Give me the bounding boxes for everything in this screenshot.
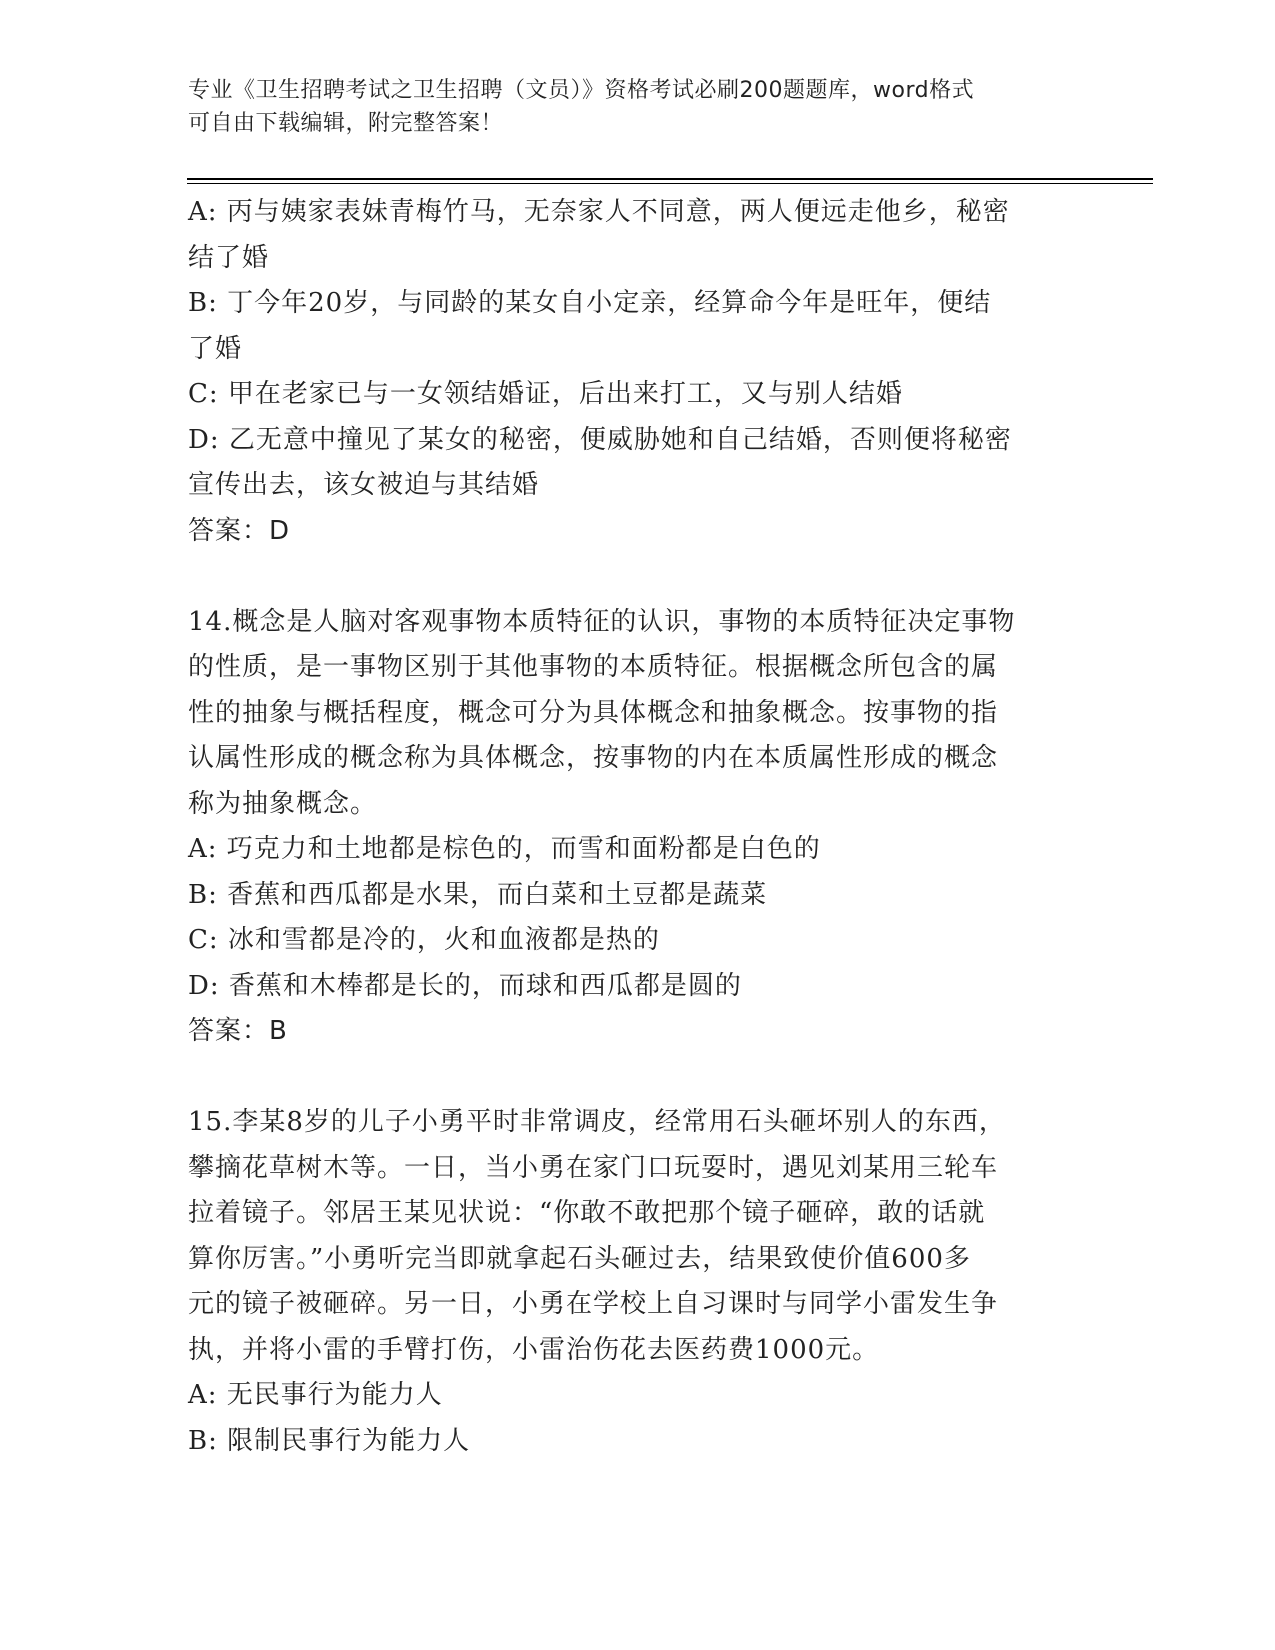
option-line: 宣传出去，该女被迫与其结婚	[188, 470, 540, 500]
q13-option-d	[188, 418, 1068, 509]
header-divider-thick	[187, 178, 1153, 180]
header-line-1: 专业《卫生招聘考试之卫生招聘（文员）》资格考试必刷200题题库，word格式	[188, 78, 975, 103]
stem-line: 元的镜子被砸碎。另一日，小勇在学校上自习课时与同学小雷发生争	[188, 1289, 999, 1319]
stem-line: 15.李某8岁的儿子小勇平时非常调皮，经常用石头砸坏别人的东西，	[188, 1107, 1006, 1137]
stem-line: 拉着镜子。邻居王某见状说：“你敢不敢把那个镜子砸碎，敢的话就	[188, 1198, 986, 1228]
q14-option-a: A: 巧克力和土地都是棕色的，而雪和面粉都是白色的	[188, 834, 821, 864]
document-body	[188, 190, 1068, 1464]
spacer	[188, 554, 1068, 600]
q14-option-d: D: 香蕉和木棒都是长的，而球和西瓜都是圆的	[188, 970, 742, 1001]
q15-option-a: A: 无民事行为能力人	[188, 1380, 443, 1410]
q14-stem	[188, 600, 1068, 828]
option-line: 结了婚	[188, 242, 270, 273]
q13-option-c	[188, 372, 1068, 418]
document-header	[188, 74, 1088, 140]
q14-option-b: B: 香蕉和西瓜都是水果，而白菜和土豆都是蔬菜	[188, 879, 768, 910]
q13-option-b	[188, 281, 1068, 372]
q13-answer: 答案：D	[188, 515, 291, 546]
q13-option-a	[188, 190, 1068, 281]
q14-answer: 答案：B	[188, 1016, 288, 1046]
option-line: C: 甲在老家已与一女领结婚证，后出来打工，又与别人结婚	[188, 379, 903, 409]
option-line: B: 丁今年20岁，与同龄的某女自小定亲，经算命今年是旺年，便结	[188, 288, 992, 318]
question-15	[188, 1100, 1068, 1464]
option-line: D: 乙无意中撞见了某女的秘密，便威胁她和自己结婚，否则便将秘密	[188, 424, 1012, 455]
header-line-2: 可自由下载编辑，附完整答案！	[188, 111, 504, 136]
stem-line: 认属性形成的概念称为具体概念，按事物的内在本质属性形成的概念	[188, 743, 999, 773]
header-divider-thin	[187, 183, 1153, 184]
option-line: 了婚	[188, 333, 243, 364]
question-13	[188, 190, 1068, 554]
question-14	[188, 600, 1068, 1055]
spacer	[188, 1055, 1068, 1101]
q14-option-c: C: 冰和雪都是冷的，火和血液都是热的	[188, 925, 660, 955]
q15-option-b: B: 限制民事行为能力人	[188, 1425, 471, 1456]
stem-line: 的性质，是一事物区别于其他事物的本质特征。根据概念所包含的属	[188, 652, 999, 682]
option-line: A: 丙与姨家表妹青梅竹马，无奈家人不同意，两人便远走他乡，秘密	[188, 197, 1010, 227]
stem-line: 执，并将小雷的手臂打伤，小雷治伤花去医药费1000元。	[188, 1334, 880, 1365]
q15-stem	[188, 1100, 1068, 1373]
stem-line: 性的抽象与概括程度，概念可分为具体概念和抽象概念。按事物的指	[188, 697, 999, 728]
stem-line: 称为抽象概念。	[188, 788, 378, 819]
stem-line: 攀摘花草树木等。一日，当小勇在家门口玩耍时，遇见刘某用三轮车	[188, 1152, 999, 1183]
stem-line: 算你厉害。”小勇听完当即就拿起石头砸过去，结果致使价值600多	[188, 1243, 971, 1274]
stem-line: 14.概念是人脑对客观事物本质特征的认识，事物的本质特征决定事物	[188, 606, 1016, 637]
